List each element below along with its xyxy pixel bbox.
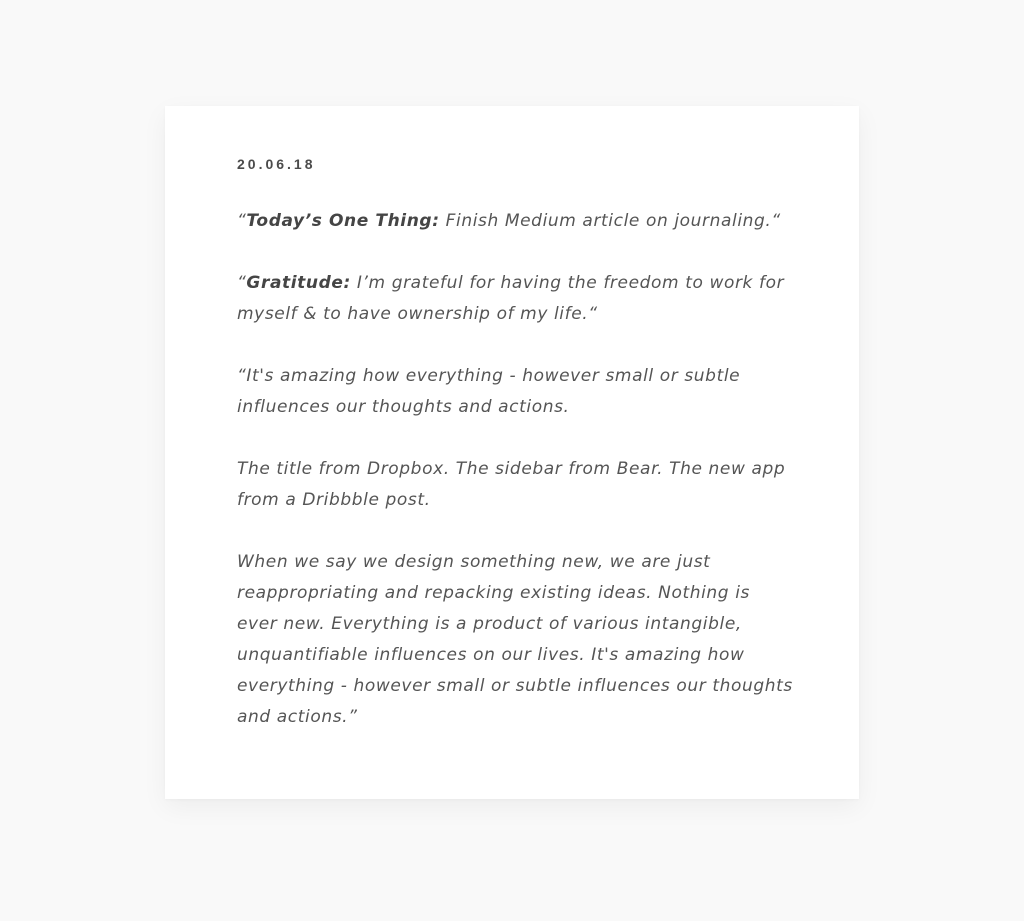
- gratitude-label: Gratitude:: [246, 273, 351, 293]
- open-quote: “: [237, 211, 247, 231]
- entry-date: 20.06.18: [237, 156, 316, 172]
- one-thing-label: Today’s One Thing:: [246, 211, 440, 231]
- gratitude-text: I’m grateful for having the freedom to work for myself & to have ownership of my life.“: [237, 273, 785, 324]
- gratitude-paragraph: [237, 268, 795, 330]
- one-thing-text: Finish Medium article on journaling.“: [439, 211, 781, 231]
- one-thing-paragraph: [237, 206, 795, 237]
- journal-card: [165, 106, 859, 799]
- entry-paragraph: The title from Dropbox. The sidebar from Bear. The new app from a Dribbble post.: [237, 459, 786, 510]
- open-quote: “: [237, 273, 247, 293]
- entry-paragraph: “It's amazing how everything - however small or subtle influences our thoughts and actions.: [237, 366, 741, 417]
- entry-paragraph: When we say we design something new, we are just reappropriating and repacking existing ideas. Nothing is ever new. Everything is a product of various intangible, unquantifiable influences on our lives. It's amazing how everything - however small or subtle influences our thoughts and actions.”: [237, 552, 793, 727]
- journal-entry-body: [237, 206, 795, 733]
